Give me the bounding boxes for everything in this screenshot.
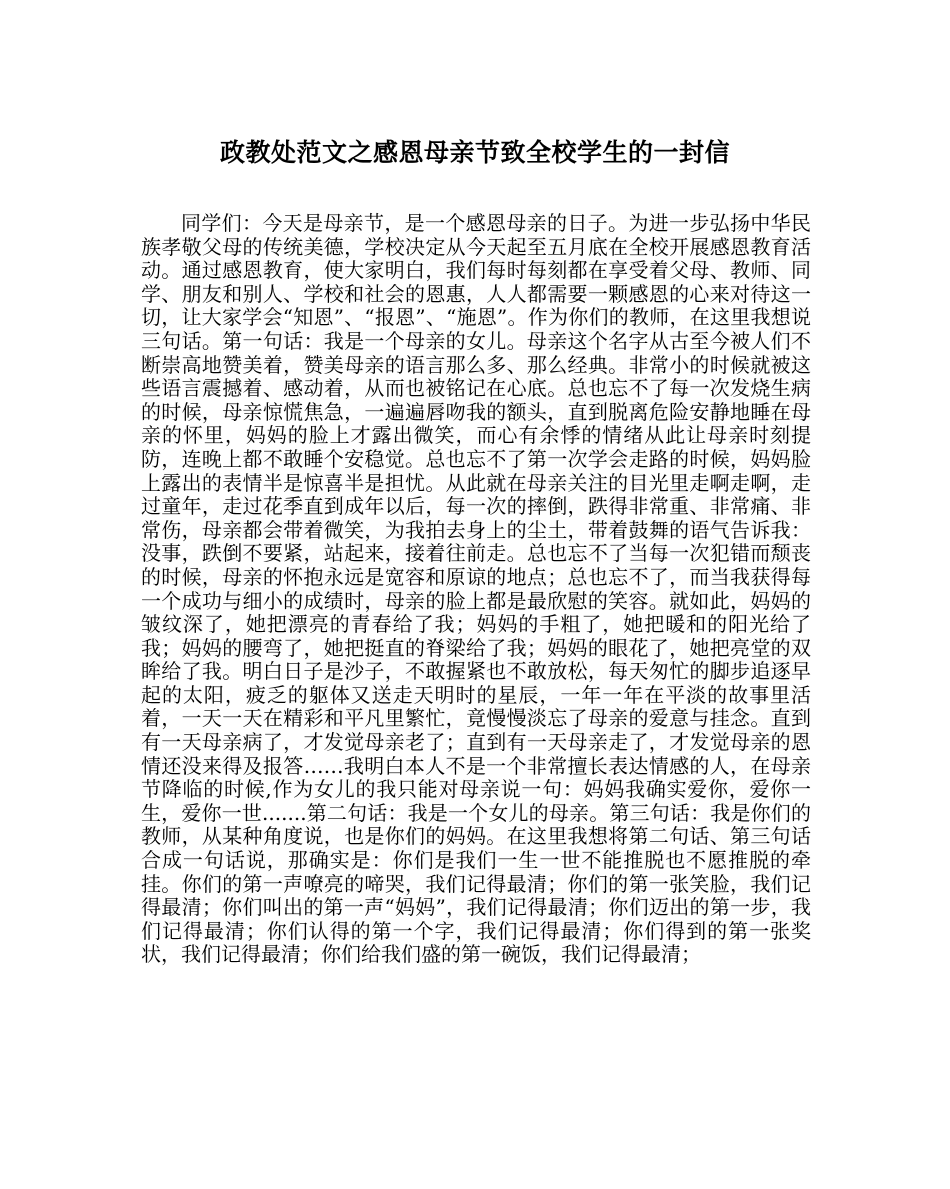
document-body-paragraph: 同学们：今天是母亲节，是一个感恩母亲的日子。为进一步弘扬中华民族孝敬父母的传统美德，学校决定从今天起至五月底在全校开展感恩教育活动。通过感恩教育，使大家明白，我们每时每刻都在享受着父母、教师、同学、朋友和别人、学校和社会的恩惠，人人都需要一颗感恩的心来对待这一切，让大家学会“知恩”、“报恩”、“施恩”。作为你们的教师，在这里我想说三句话。第一句话：我是一个母亲的女儿。母亲这个名字从古至今被人们不断崇高地赞美着，赞美母亲的语言那么多、那么经典。非常小的时候就被这些语言震撼着、感动着，从而也被铭记在心底。总也忘不了每一次发烧生病的时候，母亲惊慌焦急，一遍遍唇吻我的额头，直到脱离危险安静地睡在母亲的怀里，妈妈的脸上才露出微笑，而心有余悸的情绪从此让母亲时刻提防，连晚上都不敢睡个安稳觉。总也忘不了第一次学会走路的时候，妈妈脸上露出的表情半是惊喜半是担忧。从此就在母亲关注的目光里走啊走啊，走过童年，走过花季直到成年以后，每一次的摔倒，跌得非常重、非常痛、非常伤，母亲都会带着微笑，为我拍去身上的尘土，带着鼓舞的语气告诉我：没事，跌倒不要紧，站起来，接着往前走。总也忘不了当每一次犯错而颓丧的时候，母亲的怀抱永远是宽容和原谅的地点；总也忘不了，而当我获得每一个成功与细小的成绩时，母亲的脸上都是最欣慰的笑容。就如此，妈妈的皱纹深了，她把漂亮的青春给了我；妈妈的手粗了，她把暖和的阳光给了我；妈妈的腰弯了，她把挺直的脊梁给了我；妈妈的眼花了，她把亮堂的双眸给了我。明白日子是沙子，不敢握紧也不敢放松，每天匆忙的脚步追逐早起的太阳，疲乏的躯体又送走天明时的星辰，一年一年在平淡的故事里活着，一天一天在精彩和平凡里繁忙，竟慢慢淡忘了母亲的爱意与挂念。直到有一天母亲病了，才发觉母亲老了；直到有一天母亲走了，才发觉母亲的恩情还没来得及报答……我明白本人不是一个非常擅长表达情感的人，在母亲节降临的时候,作为女儿的我只能对母亲说一句：妈妈我确实爱你，爱你一生，爱你一世.......第二句话：我是一个女儿的母亲。第三句话：我是你们的教师，从某种角度说，也是你们的妈妈。在这里我想将第二句话、第三句话合成一句话说，那确实是：你们是我们一生一世不能推脱也不愿推脱的牵挂。你们的第一声嘹亮的啼哭，我们记得最清；你们的第一张笑脸，我们记得最清；你们叫出的第一声“妈妈”，我们记得最清；你们迈出的第一步，我们记得最清；你们认得的第一个字，我们记得最清；你们得到的第一张奖状，我们记得最清；你们给我们盛的第一碗饭，我们记得最清； xyxy=(141,211,811,967)
document-title: 政教处范文之感恩母亲节致全校学生的一封信 xyxy=(219,138,730,167)
